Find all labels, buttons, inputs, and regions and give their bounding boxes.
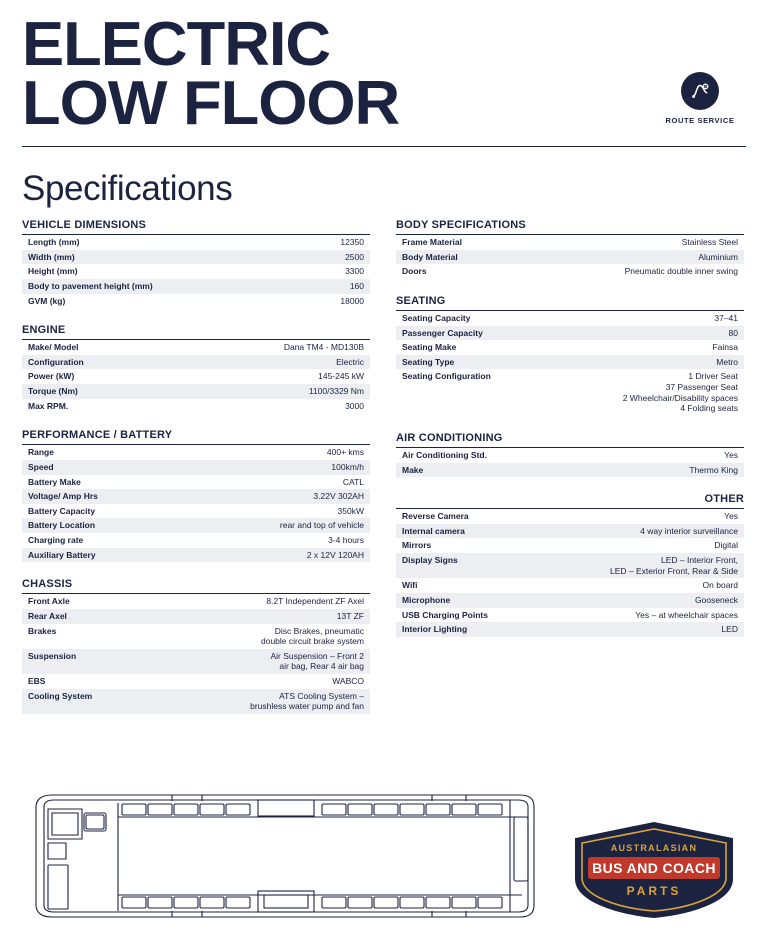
table-row <box>396 524 744 539</box>
table-row <box>396 355 744 370</box>
route-service-icon <box>681 72 719 110</box>
spec-value: ATS Cooling System – brushless water pump and fan <box>250 690 364 712</box>
spec-key: Front Axle <box>28 596 70 607</box>
table-row <box>396 622 744 637</box>
spec-key: Power (kW) <box>28 371 75 382</box>
spec-value: 400+ kms <box>326 447 364 458</box>
spec-key: Frame Material <box>402 237 462 248</box>
spec-value: Disc Brakes, pneumatic double circuit brake system <box>261 625 364 647</box>
spec-value: 2500 <box>345 251 364 262</box>
table-row <box>22 689 370 714</box>
spec-key: Torque (Nm) <box>28 386 78 397</box>
route-service-label: ROUTE SERVICE <box>665 116 735 125</box>
spec-value: Yes – at wheelchair spaces <box>635 609 738 620</box>
page-title <box>22 10 746 139</box>
spec-key: Make <box>402 464 424 475</box>
spec-value: Gooseneck <box>695 594 738 605</box>
spec-value: Metro <box>716 356 738 367</box>
section-title: PERFORMANCE / BATTERY <box>22 429 173 442</box>
spec-value: Air Suspension – Front 2 air bag, Rear 4 air bag <box>270 650 364 672</box>
spec-value: Pneumatic double inner swing <box>624 266 738 277</box>
spec-key: Wifi <box>402 580 418 591</box>
bus-side-view-illustration <box>22 787 542 927</box>
section-title: VEHICLE DIMENSIONS <box>22 219 147 232</box>
spec-value: CATL <box>342 476 364 487</box>
table-row <box>22 624 370 649</box>
spec-key: Seating Type <box>402 356 455 367</box>
spec-value: On board <box>702 580 738 591</box>
spec-key: Suspension <box>28 650 77 661</box>
section-title: AIR CONDITIONING <box>396 431 503 444</box>
spec-value: 13T ZF <box>336 610 364 621</box>
spec-value: LED <box>721 624 738 635</box>
table-row <box>396 264 744 279</box>
spec-key: Battery Capacity <box>28 505 96 516</box>
table-row <box>22 250 370 265</box>
spec-value: LED – Interior Front, LED – Exterior Front, Rear & Side <box>609 555 738 576</box>
logo-line-2: BUS AND COACH <box>592 860 716 876</box>
spec-value: 3000 <box>345 400 364 411</box>
spec-key: Seating Make <box>402 342 457 353</box>
spec-value: 3-4 hours <box>328 535 364 546</box>
left-column <box>22 219 370 714</box>
spec-value: Electric <box>336 356 364 367</box>
table-row <box>22 609 370 624</box>
table-row <box>22 340 370 355</box>
table-row <box>396 369 744 416</box>
header <box>22 0 746 147</box>
spec-value: Digital <box>714 540 738 551</box>
company-logo <box>566 813 742 923</box>
table-row <box>396 608 744 623</box>
spec-key: Range <box>28 447 54 458</box>
logo-line-1: AUSTRALASIAN <box>610 843 698 853</box>
table-row <box>22 504 370 519</box>
table-row <box>22 399 370 414</box>
title-line-1: ELECTRIC <box>22 10 331 79</box>
section-title: ENGINE <box>22 324 66 337</box>
spec-key: Max RPM. <box>28 400 69 411</box>
title-line-2: LOW FLOOR <box>22 69 400 139</box>
spec-key: USB Charging Points <box>402 609 488 620</box>
table-row <box>22 235 370 250</box>
spec-value: 12350 <box>340 237 364 248</box>
spec-value: Yes <box>724 449 738 460</box>
spec-key: Battery Location <box>28 520 96 531</box>
table-row <box>396 340 744 355</box>
spec-value: 4 way interior surveillance <box>640 525 738 536</box>
spec-key: Internal camera <box>402 525 465 536</box>
route-service-badge <box>658 72 742 125</box>
spec-key: Width (mm) <box>28 251 75 262</box>
spec-value: Dana TM4 - MD130B <box>283 342 364 353</box>
table-row <box>396 593 744 608</box>
table-row <box>22 674 370 689</box>
table-row <box>22 475 370 490</box>
spec-key: Display Signs <box>402 555 458 566</box>
spec-key: Microphone <box>402 594 451 605</box>
section-title: SEATING <box>396 294 446 307</box>
table-row <box>22 518 370 533</box>
table-row <box>396 250 744 265</box>
spec-table <box>22 444 370 562</box>
table-row <box>22 460 370 475</box>
spec-key: Height (mm) <box>28 266 78 277</box>
table-row <box>22 533 370 548</box>
spec-key: Battery Make <box>28 476 81 487</box>
spec-value: rear and top of vehicle <box>279 520 364 531</box>
spec-key: Passenger Capacity <box>402 327 483 338</box>
spec-key: GVM (kg) <box>28 295 66 306</box>
table-row <box>396 326 744 341</box>
spec-value: 1 Driver Seat 37 Passenger Seat 2 Wheelchair/Disability spaces 4 Folding seats <box>622 371 738 414</box>
table-row <box>396 578 744 593</box>
spec-key: Cooling System <box>28 690 93 701</box>
spec-value: 145-245 kW <box>318 371 364 382</box>
spec-key: Auxiliary Battery <box>28 549 96 560</box>
header-divider <box>22 146 746 147</box>
spec-key: Length (mm) <box>28 237 80 248</box>
table-row <box>22 384 370 399</box>
logo-line-3: PARTS <box>626 884 682 898</box>
table-row <box>22 264 370 279</box>
spec-value: 160 <box>349 280 364 291</box>
spec-table <box>396 310 744 416</box>
table-row <box>396 463 744 478</box>
spec-value: 37–41 <box>714 312 738 323</box>
table-row <box>396 447 744 462</box>
section-title: OTHER <box>704 493 744 506</box>
spec-key: Air Conditioning Std. <box>402 449 487 460</box>
spec-table <box>396 234 744 279</box>
table-row <box>396 310 744 325</box>
spec-value: Fainsa <box>712 342 738 353</box>
spec-key: Seating Capacity <box>402 312 471 323</box>
spec-table <box>396 447 744 477</box>
table-row <box>22 594 370 609</box>
table-row <box>22 548 370 563</box>
right-column <box>396 219 744 714</box>
spec-key: Make/ Model <box>28 342 79 353</box>
table-row <box>396 509 744 524</box>
spec-value: WABCO <box>332 676 364 687</box>
table-row <box>22 279 370 294</box>
spec-value: 100km/h <box>331 461 364 472</box>
table-row <box>396 538 744 553</box>
section-title: BODY SPECIFICATIONS <box>396 219 526 232</box>
spec-table <box>22 234 370 308</box>
spec-value: Stainless Steel <box>681 237 738 248</box>
spec-table <box>22 339 370 413</box>
spec-key: Body Material <box>402 251 458 262</box>
spec-value: 8.2T Independent ZF Axel <box>266 596 364 607</box>
spec-key: Seating Configuration <box>402 371 491 382</box>
table-row <box>22 489 370 504</box>
table-row <box>22 369 370 384</box>
spec-key: Doors <box>402 266 427 277</box>
spec-key: Rear Axel <box>28 610 67 621</box>
section-title: CHASSIS <box>22 578 73 591</box>
table-row <box>396 553 744 578</box>
table-row <box>22 294 370 309</box>
spec-key: Body to pavement height (mm) <box>28 280 153 291</box>
spec-value: 1100/3329 Nm <box>308 386 364 397</box>
spec-key: Mirrors <box>402 540 432 551</box>
spec-value: 3300 <box>345 266 364 277</box>
spec-value: Thermo King <box>689 464 738 475</box>
table-row <box>22 649 370 674</box>
spec-columns <box>22 219 746 714</box>
spec-key: Charging rate <box>28 535 84 546</box>
spec-key: Speed <box>28 461 54 472</box>
spec-key: Configuration <box>28 356 84 367</box>
spec-key: Interior Lighting <box>402 624 468 635</box>
spec-value: 3.22V 302AH <box>313 491 364 502</box>
spec-key: Voltage/ Amp Hrs <box>28 491 98 502</box>
spec-value: 18000 <box>340 295 364 306</box>
spec-table <box>22 593 370 714</box>
spec-value: Aluminium <box>698 251 738 262</box>
spec-value: 80 <box>728 327 738 338</box>
spec-value: 2 x 12V 120AH <box>306 549 364 560</box>
spec-key: Brakes <box>28 625 57 636</box>
spec-key: Reverse Camera <box>402 511 469 522</box>
table-row <box>22 445 370 460</box>
spec-value: 350kW <box>337 505 364 516</box>
spec-value: Yes <box>724 511 738 522</box>
table-row <box>396 235 744 250</box>
specifications-heading: Specifications <box>22 169 233 209</box>
table-row <box>22 355 370 370</box>
spec-table <box>396 508 744 637</box>
spec-key: EBS <box>28 676 46 687</box>
